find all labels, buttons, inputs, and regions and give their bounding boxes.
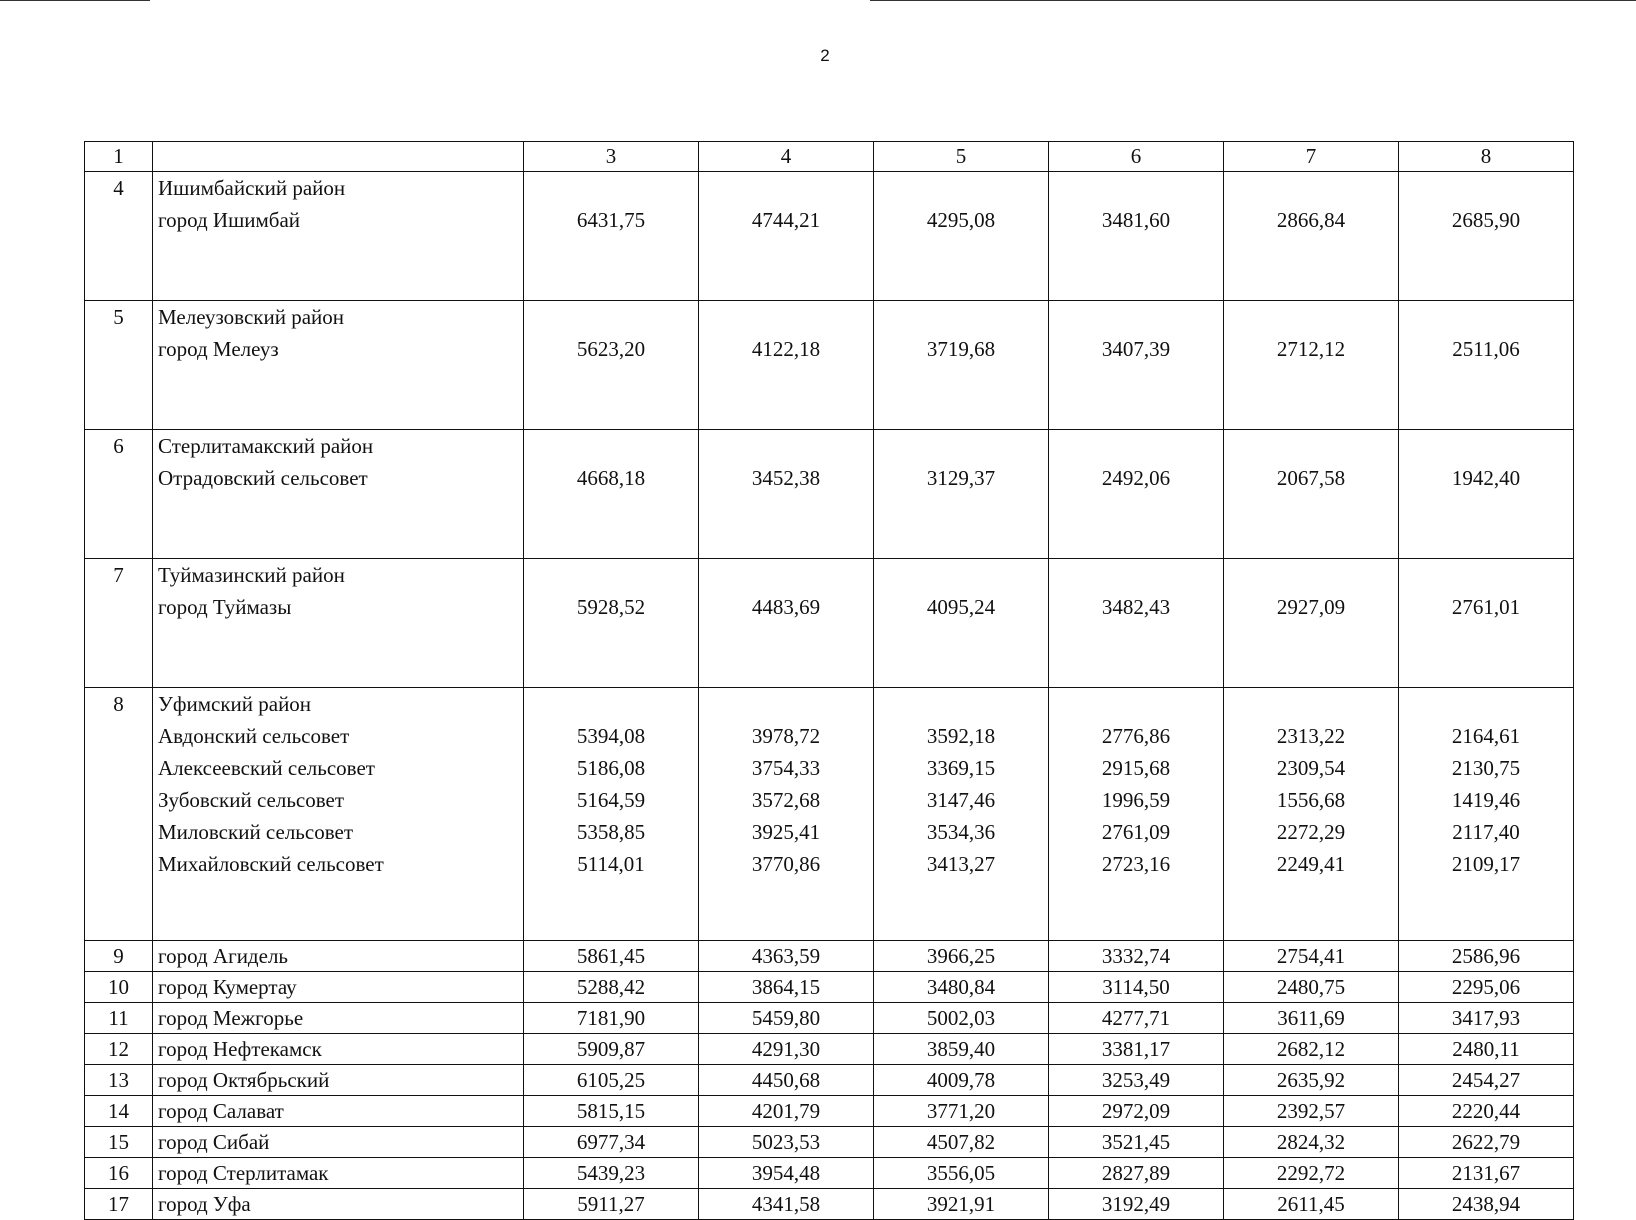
value: 5186,08 <box>576 756 646 780</box>
value: 2480,11 <box>1399 1034 1574 1065</box>
row-number: 7 <box>85 559 153 688</box>
value: 2292,72 <box>1224 1158 1399 1189</box>
value-cell <box>874 301 1049 430</box>
value: 2480,75 <box>1224 972 1399 1003</box>
value: 4363,59 <box>699 941 874 972</box>
value: 1942,40 <box>1451 466 1521 490</box>
value-cell <box>1224 688 1399 941</box>
row-name: город Октябрьский <box>153 1065 524 1096</box>
value: 4744,21 <box>751 208 821 232</box>
column-header <box>153 142 524 172</box>
table-row <box>85 1096 1574 1127</box>
row-name-cell <box>153 559 524 688</box>
table-row <box>85 1158 1574 1189</box>
row-name: Зубовский сельсовет <box>158 788 345 812</box>
value-cell <box>1049 172 1224 301</box>
value: 4009,78 <box>874 1065 1049 1096</box>
table-body <box>85 142 1574 1220</box>
row-name: Алексеевский сельсовет <box>158 756 375 780</box>
table-row <box>85 1003 1574 1034</box>
value: 2438,94 <box>1399 1189 1574 1220</box>
value-cell <box>699 301 874 430</box>
table-row <box>85 972 1574 1003</box>
value: 2454,27 <box>1399 1065 1574 1096</box>
row-name-cell <box>153 301 524 430</box>
value: 1996,59 <box>1101 788 1171 812</box>
row-name: город Стерлитамак <box>153 1158 524 1189</box>
value-cell <box>524 301 699 430</box>
row-name: Авдонский сельсовет <box>158 724 350 748</box>
table-row <box>85 559 1574 688</box>
row-number: 9 <box>85 941 153 972</box>
value: 2972,09 <box>1049 1096 1224 1127</box>
row-name-cell <box>153 430 524 559</box>
value-cell <box>524 430 699 559</box>
scan-edge-line-right <box>870 0 1636 1</box>
value: 2130,75 <box>1451 756 1521 780</box>
value: 2067,58 <box>1276 466 1346 490</box>
value-cell <box>1049 301 1224 430</box>
value-cell <box>524 688 699 941</box>
value: 3381,17 <box>1049 1034 1224 1065</box>
row-name: Миловский сельсовет <box>158 820 353 844</box>
page-number: 2 <box>820 46 830 65</box>
value: 3966,25 <box>874 941 1049 972</box>
row-number: 5 <box>85 301 153 430</box>
value: 5815,15 <box>524 1096 699 1127</box>
value: 3611,69 <box>1224 1003 1399 1034</box>
value: 2295,06 <box>1399 972 1574 1003</box>
value: 3114,50 <box>1049 972 1224 1003</box>
column-header: 3 <box>524 142 699 172</box>
row-name: город Межгорье <box>153 1003 524 1034</box>
value-cell <box>1224 301 1399 430</box>
value: 3925,41 <box>751 820 821 844</box>
table-row <box>85 941 1574 972</box>
value-cell <box>524 559 699 688</box>
value: 3771,20 <box>874 1096 1049 1127</box>
row-name: город Туймазы <box>158 595 292 619</box>
value: 4668,18 <box>576 466 646 490</box>
scan-edge-line-left <box>0 0 150 1</box>
column-header: 8 <box>1399 142 1574 172</box>
row-name: город Нефтекамск <box>153 1034 524 1065</box>
value: 3864,15 <box>699 972 874 1003</box>
row-name: город Салават <box>153 1096 524 1127</box>
row-number: 12 <box>85 1034 153 1065</box>
table-row <box>85 301 1574 430</box>
value: 3192,49 <box>1049 1189 1224 1220</box>
column-header: 7 <box>1224 142 1399 172</box>
value: 2392,57 <box>1224 1096 1399 1127</box>
value: 3770,86 <box>751 852 821 876</box>
value: 3417,93 <box>1399 1003 1574 1034</box>
value: 4277,71 <box>1049 1003 1224 1034</box>
value-cell <box>1224 559 1399 688</box>
value: 4291,30 <box>699 1034 874 1065</box>
value: 2635,92 <box>1224 1065 1399 1096</box>
value: 5928,52 <box>576 595 646 619</box>
row-number: 17 <box>85 1189 153 1220</box>
table-row <box>85 1034 1574 1065</box>
value: 2492,06 <box>1101 466 1171 490</box>
value-cell <box>1224 172 1399 301</box>
row-name: город Агидель <box>153 941 524 972</box>
value: 3954,48 <box>699 1158 874 1189</box>
column-header: 6 <box>1049 142 1224 172</box>
value: 2827,89 <box>1049 1158 1224 1189</box>
column-header-row <box>85 142 1574 172</box>
value: 4507,82 <box>874 1127 1049 1158</box>
value: 5911,27 <box>524 1189 699 1220</box>
value: 5394,08 <box>576 724 646 748</box>
value: 5023,53 <box>699 1127 874 1158</box>
value: 2824,32 <box>1224 1127 1399 1158</box>
value: 4295,08 <box>926 208 996 232</box>
value-cell <box>1399 301 1574 430</box>
value: 3147,46 <box>926 788 996 812</box>
value: 3521,45 <box>1049 1127 1224 1158</box>
value: 3482,43 <box>1101 595 1171 619</box>
value: 5358,85 <box>576 820 646 844</box>
data-table-container <box>84 141 1574 1220</box>
value: 6105,25 <box>524 1065 699 1096</box>
row-number: 15 <box>85 1127 153 1158</box>
value: 2272,29 <box>1276 820 1346 844</box>
value: 3369,15 <box>926 756 996 780</box>
value: 2511,06 <box>1452 337 1520 361</box>
value: 5439,23 <box>524 1158 699 1189</box>
value: 2220,44 <box>1399 1096 1574 1127</box>
row-number: 11 <box>85 1003 153 1034</box>
value: 2313,22 <box>1276 724 1346 748</box>
row-name: Стерлитамакский район <box>158 434 374 458</box>
value: 6977,34 <box>524 1127 699 1158</box>
row-name: Уфимский район <box>158 692 312 716</box>
row-name: Мелеузовский район <box>158 305 345 329</box>
value-cell <box>874 688 1049 941</box>
value: 2712,12 <box>1276 337 1346 361</box>
value-cell <box>1049 688 1224 941</box>
row-name: Отрадовский сельсовет <box>158 466 368 490</box>
value: 3332,74 <box>1049 941 1224 972</box>
row-name: город Мелеуз <box>158 337 279 361</box>
value: 4450,68 <box>699 1065 874 1096</box>
row-number: 8 <box>85 688 153 941</box>
value: 3413,27 <box>926 852 996 876</box>
value-cell <box>1399 430 1574 559</box>
value: 3754,33 <box>751 756 821 780</box>
value-cell <box>524 172 699 301</box>
value-cell <box>699 430 874 559</box>
value: 2622,79 <box>1399 1127 1574 1158</box>
row-name: город Сибай <box>153 1127 524 1158</box>
value: 5909,87 <box>524 1034 699 1065</box>
value: 3921,91 <box>874 1189 1049 1220</box>
row-name-cell <box>153 688 524 941</box>
table-row <box>85 1189 1574 1220</box>
value: 4341,58 <box>699 1189 874 1220</box>
value: 5164,59 <box>576 788 646 812</box>
table-row <box>85 688 1574 941</box>
value: 2754,41 <box>1224 941 1399 972</box>
value: 2109,17 <box>1451 852 1521 876</box>
value: 2309,54 <box>1276 756 1346 780</box>
value-cell <box>874 430 1049 559</box>
value-cell <box>699 688 874 941</box>
value: 5114,01 <box>577 852 645 876</box>
value: 4122,18 <box>751 337 821 361</box>
value: 4095,24 <box>926 595 996 619</box>
value: 1419,46 <box>1451 788 1521 812</box>
column-header: 5 <box>874 142 1049 172</box>
value: 2866,84 <box>1276 208 1346 232</box>
row-name-cell <box>153 172 524 301</box>
value-cell <box>1399 172 1574 301</box>
value: 3253,49 <box>1049 1065 1224 1096</box>
value: 6431,75 <box>576 208 646 232</box>
value: 3859,40 <box>874 1034 1049 1065</box>
row-number: 14 <box>85 1096 153 1127</box>
value: 5861,45 <box>524 941 699 972</box>
value-cell <box>699 172 874 301</box>
value: 2761,09 <box>1101 820 1171 844</box>
table-row <box>85 1065 1574 1096</box>
row-name: Ишимбайский район <box>158 176 346 200</box>
value: 2915,68 <box>1101 756 1171 780</box>
row-number: 10 <box>85 972 153 1003</box>
value: 2117,40 <box>1452 820 1520 844</box>
value: 2723,16 <box>1101 852 1171 876</box>
value: 2586,96 <box>1399 941 1574 972</box>
value-cell <box>699 559 874 688</box>
value: 3129,37 <box>926 466 996 490</box>
value: 3452,38 <box>751 466 821 490</box>
table-row <box>85 1127 1574 1158</box>
value-cell <box>1224 430 1399 559</box>
value-cell <box>874 559 1049 688</box>
value: 7181,90 <box>524 1003 699 1034</box>
value-cell <box>874 172 1049 301</box>
row-name: город Ишимбай <box>158 208 301 232</box>
value: 2164,61 <box>1451 724 1521 748</box>
column-header: 4 <box>699 142 874 172</box>
value: 3978,72 <box>751 724 821 748</box>
value: 2131,67 <box>1399 1158 1574 1189</box>
value: 5002,03 <box>874 1003 1049 1034</box>
row-name: Туймазинский район <box>158 563 345 587</box>
value: 3534,36 <box>926 820 996 844</box>
row-name: Михайловский сельсовет <box>158 852 384 876</box>
value: 2761,01 <box>1451 595 1521 619</box>
value: 2611,45 <box>1224 1189 1399 1220</box>
row-number: 16 <box>85 1158 153 1189</box>
table-row <box>85 172 1574 301</box>
value: 3556,05 <box>874 1158 1049 1189</box>
value: 2249,41 <box>1276 852 1346 876</box>
row-number: 13 <box>85 1065 153 1096</box>
row-name: город Уфа <box>153 1189 524 1220</box>
value: 4201,79 <box>699 1096 874 1127</box>
row-name: город Кумертау <box>153 972 524 1003</box>
value: 3407,39 <box>1101 337 1171 361</box>
value-cell <box>1049 559 1224 688</box>
table-row <box>85 430 1574 559</box>
value: 3719,68 <box>926 337 996 361</box>
value: 2927,09 <box>1276 595 1346 619</box>
value: 2685,90 <box>1451 208 1521 232</box>
row-number: 4 <box>85 172 153 301</box>
value: 1556,68 <box>1276 788 1346 812</box>
value: 3592,18 <box>926 724 996 748</box>
value: 2776,86 <box>1101 724 1171 748</box>
value: 2682,12 <box>1224 1034 1399 1065</box>
data-table <box>84 141 1574 1220</box>
value-cell <box>1399 688 1574 941</box>
value: 5459,80 <box>699 1003 874 1034</box>
value: 3481,60 <box>1101 208 1171 232</box>
row-number: 6 <box>85 430 153 559</box>
value: 5623,20 <box>576 337 646 361</box>
value-cell <box>1049 430 1224 559</box>
value: 3480,84 <box>874 972 1049 1003</box>
column-header: 1 <box>85 142 153 172</box>
value: 3572,68 <box>751 788 821 812</box>
value: 4483,69 <box>751 595 821 619</box>
value: 5288,42 <box>524 972 699 1003</box>
value-cell <box>1399 559 1574 688</box>
